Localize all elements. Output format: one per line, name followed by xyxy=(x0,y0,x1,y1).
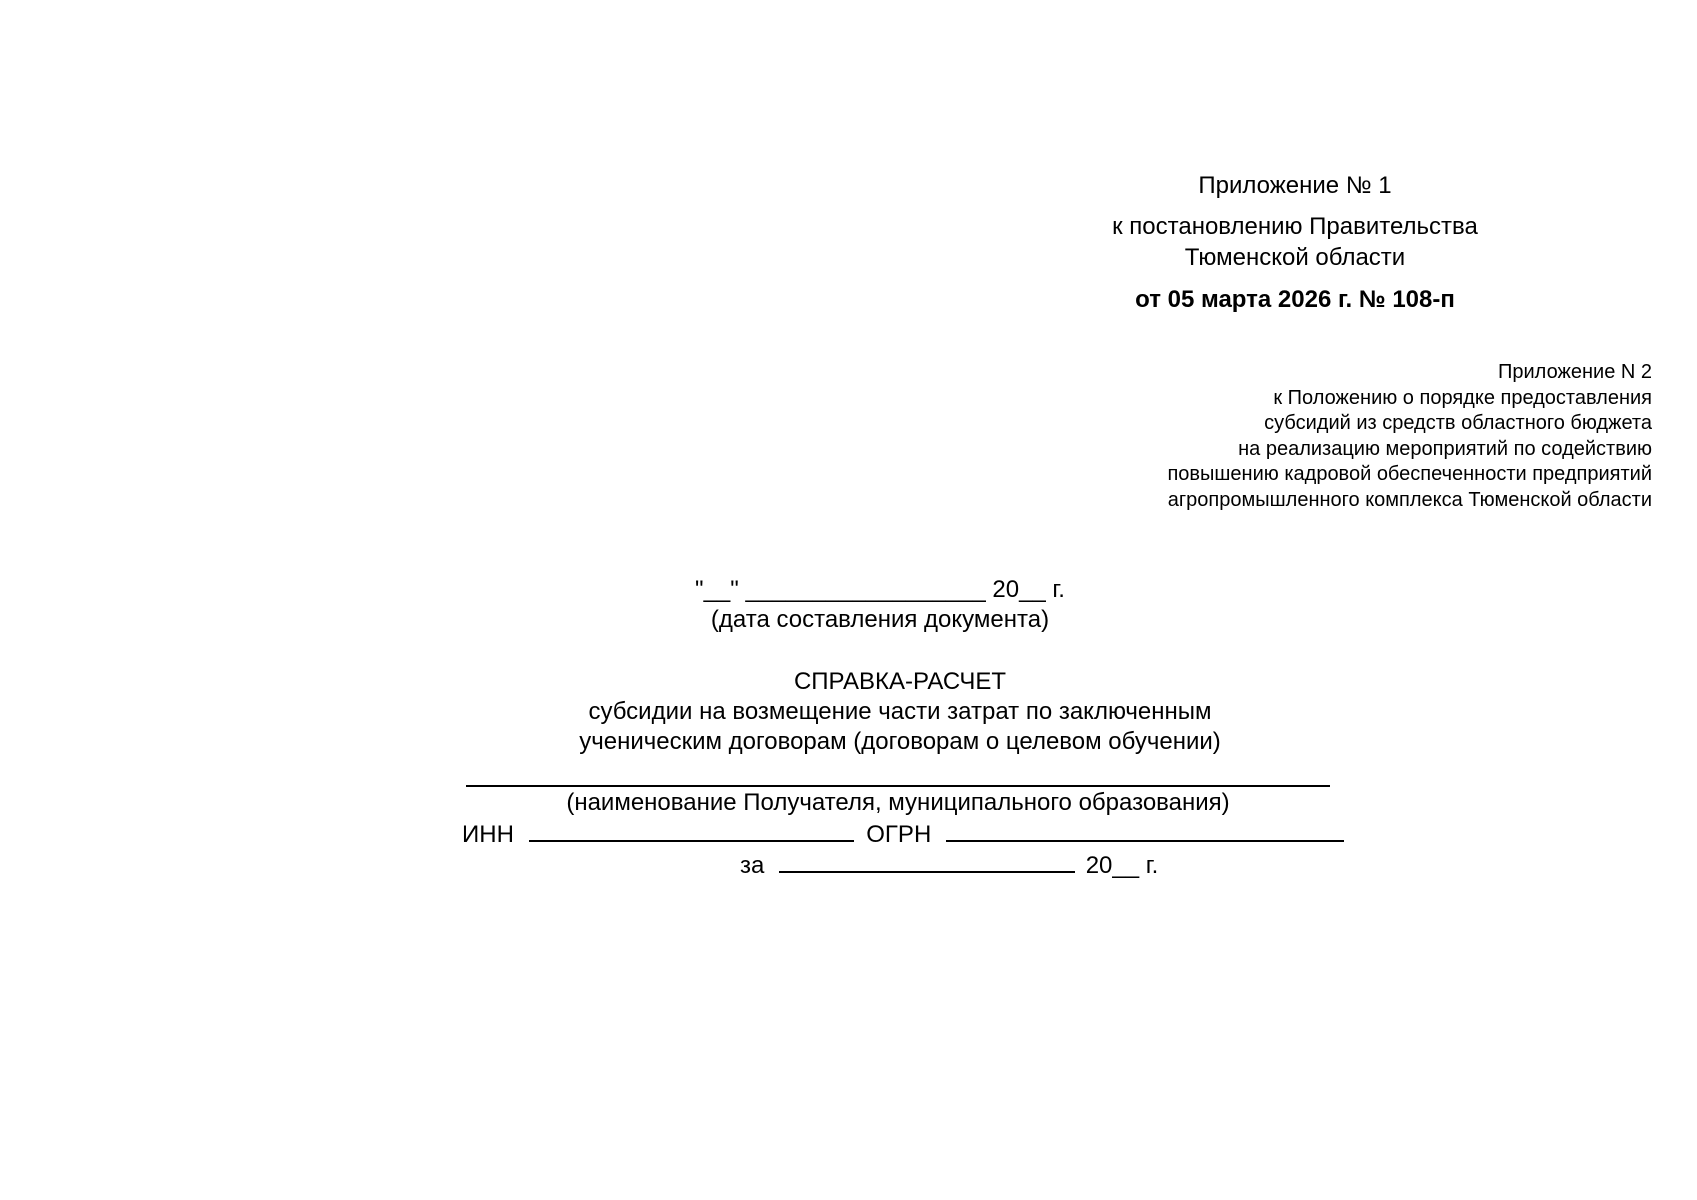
appendix-2-title: Приложение N 2 xyxy=(1498,361,1652,383)
recipient-name-caption: (наименование Получателя, муниципального образования) xyxy=(566,789,1230,816)
appendix-2-header xyxy=(952,360,1652,514)
period-line xyxy=(740,849,1260,881)
inn-ogrn-line xyxy=(462,818,1342,850)
inn-label: ИНН xyxy=(462,821,514,848)
appendix-1-line-2: Тюменской области xyxy=(1184,244,1406,271)
appendix-1-date-line: от 05 марта 2026 г. № 108-п xyxy=(1135,286,1455,313)
appendix-2-line: агропромышленного комплекса Тюменской области xyxy=(1167,488,1652,511)
period-prefix: за xyxy=(740,852,765,879)
ogrn-label: ОГРН xyxy=(866,821,932,848)
period-blank xyxy=(779,849,1075,873)
document-title-block xyxy=(470,667,1330,757)
appendix-1-line-1: к постановлению Правительства xyxy=(1112,213,1478,240)
document-heading: СПРАВКА-РАСЧЕТ xyxy=(793,668,1007,695)
inn-blank xyxy=(529,818,854,842)
period-suffix: 20__ г. xyxy=(1085,852,1159,879)
appendix-2-line: на реализацию мероприятий по содействию xyxy=(1238,437,1652,460)
appendix-2-line: субсидий из средств областного бюджета xyxy=(1264,412,1652,435)
document-subtitle-line-2: ученическим договорам (договорам о целевом обучении) xyxy=(579,728,1221,755)
ogrn-blank xyxy=(946,818,1344,842)
document-subtitle-line-1: субсидии на возмещение части затрат по заключенным xyxy=(588,698,1212,725)
document-date-block xyxy=(560,575,1200,635)
appendix-2-line: к Положению о порядке предоставления xyxy=(1273,386,1652,409)
recipient-name-rule xyxy=(466,785,1330,787)
appendix-2-line: повышению кадровой обеспеченности предприятий xyxy=(1167,463,1652,486)
document-date-caption: (дата составления документа) xyxy=(710,606,1050,633)
appendix-1-title: Приложение № 1 xyxy=(1198,172,1392,199)
document-date-line: "__" __________________ 20__ г. xyxy=(695,576,1065,603)
appendix-1-header xyxy=(1040,170,1550,315)
